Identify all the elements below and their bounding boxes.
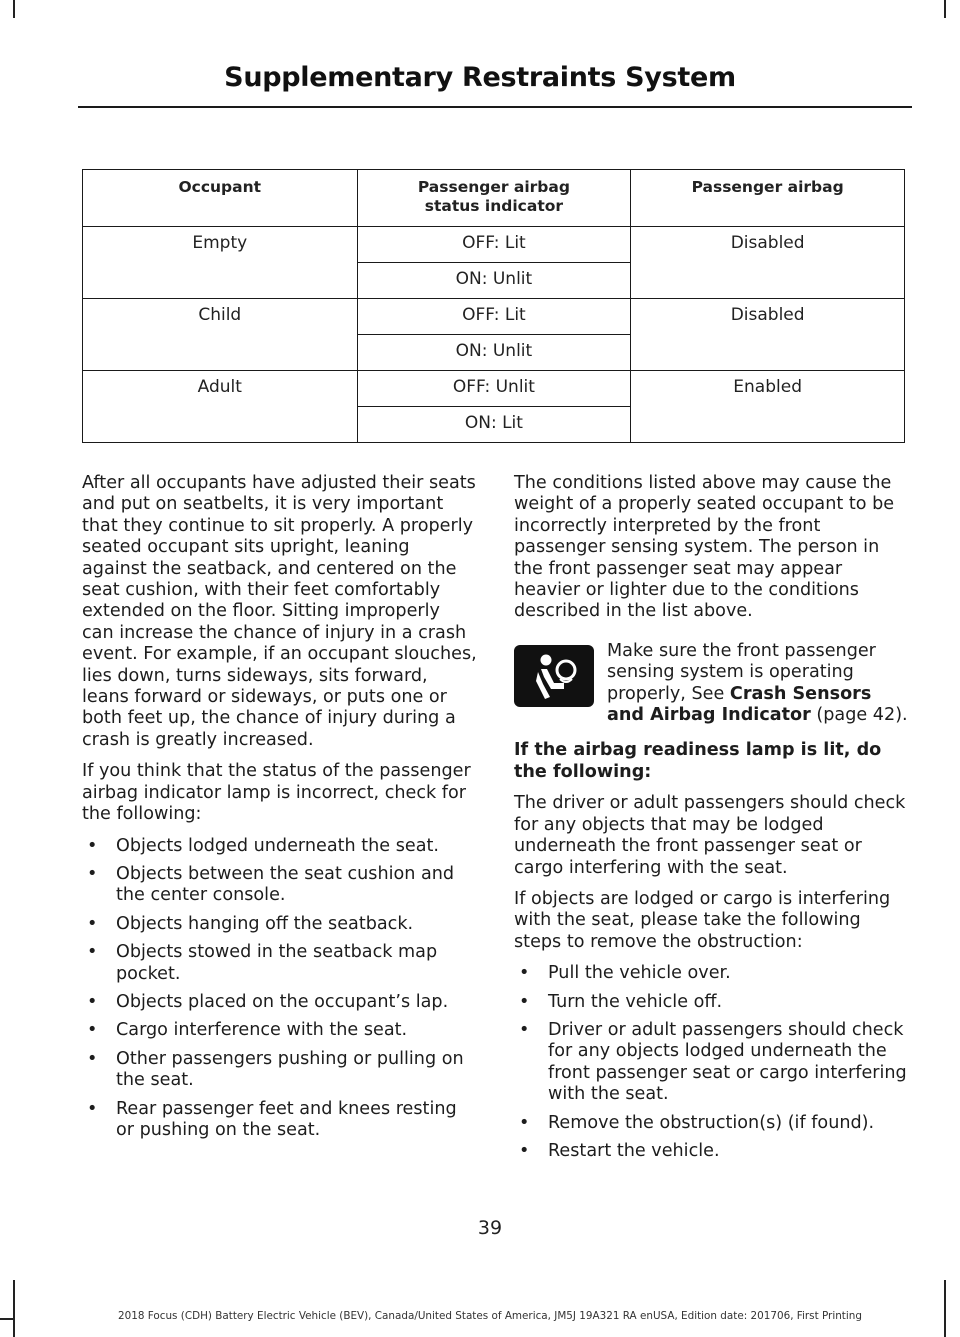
list-item: • Objects between the seat cushion and the center console. bbox=[82, 864, 477, 907]
indicator-on-cell: ON: Unlit bbox=[357, 263, 631, 299]
occupant-cell: Empty bbox=[83, 227, 358, 299]
column-header-occupant: Occupant bbox=[83, 170, 358, 227]
table-header-row bbox=[83, 170, 905, 227]
list-item: • Other passengers pushing or pulling on the seat. bbox=[82, 1049, 477, 1092]
airbag-cell: Enabled bbox=[631, 371, 905, 443]
left-column bbox=[82, 473, 477, 1148]
occupant-cell: Adult bbox=[83, 371, 358, 443]
note-text: Make sure the front passenger sensing system is operating properly, See bbox=[607, 640, 876, 704]
list-item: • Restart the vehicle. bbox=[514, 1141, 909, 1162]
crash-sensors-link[interactable]: Crash Sensors and Airbag Indicator bbox=[607, 683, 872, 726]
indicator-off-cell: OFF: Unlit bbox=[357, 371, 631, 407]
list-item: • Pull the vehicle over. bbox=[514, 963, 909, 984]
airbag-status-table bbox=[82, 169, 905, 443]
indicator-on-cell: ON: Unlit bbox=[357, 335, 631, 371]
steps-list bbox=[514, 963, 909, 1162]
column-header-airbag: Passenger airbag bbox=[631, 170, 905, 227]
crop-mark-top-left bbox=[13, 0, 15, 18]
list-item: • Driver or adult passengers should check for any objects lodged underneath the front passenger seat or cargo interfering with the seat. bbox=[514, 1020, 909, 1106]
crop-mark-bottom-right bbox=[944, 1280, 946, 1337]
list-item: • Objects stowed in the seatback map pocket. bbox=[82, 942, 477, 985]
column-header-status-text: Passenger airbag status indicator bbox=[417, 178, 570, 215]
list-item: • Remove the obstruction(s) (if found). bbox=[514, 1113, 909, 1134]
footer-edition-info: 2018 Focus (CDH) Battery Electric Vehicle (BEV), Canada/United States of America, JM5J 19A321 RA enUSA, Edition date: 201706, First Printing bbox=[118, 1310, 862, 1322]
crop-mark-top-right bbox=[944, 0, 946, 18]
column-header-status-indicator bbox=[357, 170, 631, 227]
obstruction-paragraph: If objects are lodged or cargo is interfering with the seat, please take the following steps to remove the obstruction: bbox=[514, 888, 891, 952]
check-list bbox=[82, 836, 477, 1142]
check-intro-paragraph: If you think that the status of the passenger airbag indicator lamp is incorrect, check for the following: bbox=[82, 761, 471, 825]
header-divider bbox=[78, 106, 912, 108]
indicator-off-cell: OFF: Lit bbox=[357, 299, 631, 335]
table-row bbox=[83, 299, 905, 335]
occupant-position-paragraph: After all occupants have adjusted their seats and put on seatbelts, it is very important that they continue to sit properly. A properly seated occupant sits upright, leaning against the seatback, and centered on the seat cushion, with their feet comfortably extended on the floor. Sitting improperly can increase the chance of injury in a crash event. For example, if an occupant slouches, lies down, turns sideways, sits forward, leans forward or sideways, or puts one or both feet up, the chance of injury during a crash is greatly increased. bbox=[82, 473, 477, 750]
indicator-off-cell: OFF: Lit bbox=[357, 227, 631, 263]
airbag-warning-icon bbox=[514, 645, 594, 707]
airbag-cell: Disabled bbox=[631, 299, 905, 371]
airbag-cell: Disabled bbox=[631, 227, 905, 299]
list-item: • Turn the vehicle off. bbox=[514, 992, 909, 1013]
table-row bbox=[83, 227, 905, 263]
page-number: 39 bbox=[477, 1217, 503, 1239]
note-page-ref: (page 42). bbox=[810, 705, 908, 726]
crop-mark-bottom-left bbox=[13, 1280, 15, 1337]
conditions-paragraph: The conditions listed above may cause the weight of a properly seated occupant to be incorrectly interpreted by the front passenger sensing system. The person in the front passenger seat may appear heavier or lighter due to the conditions described in the list above. bbox=[514, 473, 895, 622]
list-item: • Objects hanging off the seatback. bbox=[82, 914, 477, 935]
right-column bbox=[514, 473, 909, 1169]
driver-check-paragraph: The driver or adult passengers should check for any objects that may be lodged underneath the front passenger seat or cargo interfering with the seat. bbox=[514, 793, 906, 878]
list-item: • Objects lodged underneath the seat. bbox=[82, 836, 477, 857]
readiness-lamp-subheading: If the airbag readiness lamp is lit, do the following: bbox=[514, 740, 882, 782]
table-row bbox=[83, 371, 905, 407]
list-item: • Objects placed on the occupant’s lap. bbox=[82, 992, 477, 1013]
page-title: Supplementary Restraints System bbox=[224, 62, 736, 93]
occupant-cell: Child bbox=[83, 299, 358, 371]
note-block bbox=[514, 641, 909, 727]
list-item: • Cargo interference with the seat. bbox=[82, 1020, 477, 1041]
list-item: • Rear passenger feet and knees resting or pushing on the seat. bbox=[82, 1099, 477, 1142]
indicator-on-cell: ON: Lit bbox=[357, 407, 631, 443]
